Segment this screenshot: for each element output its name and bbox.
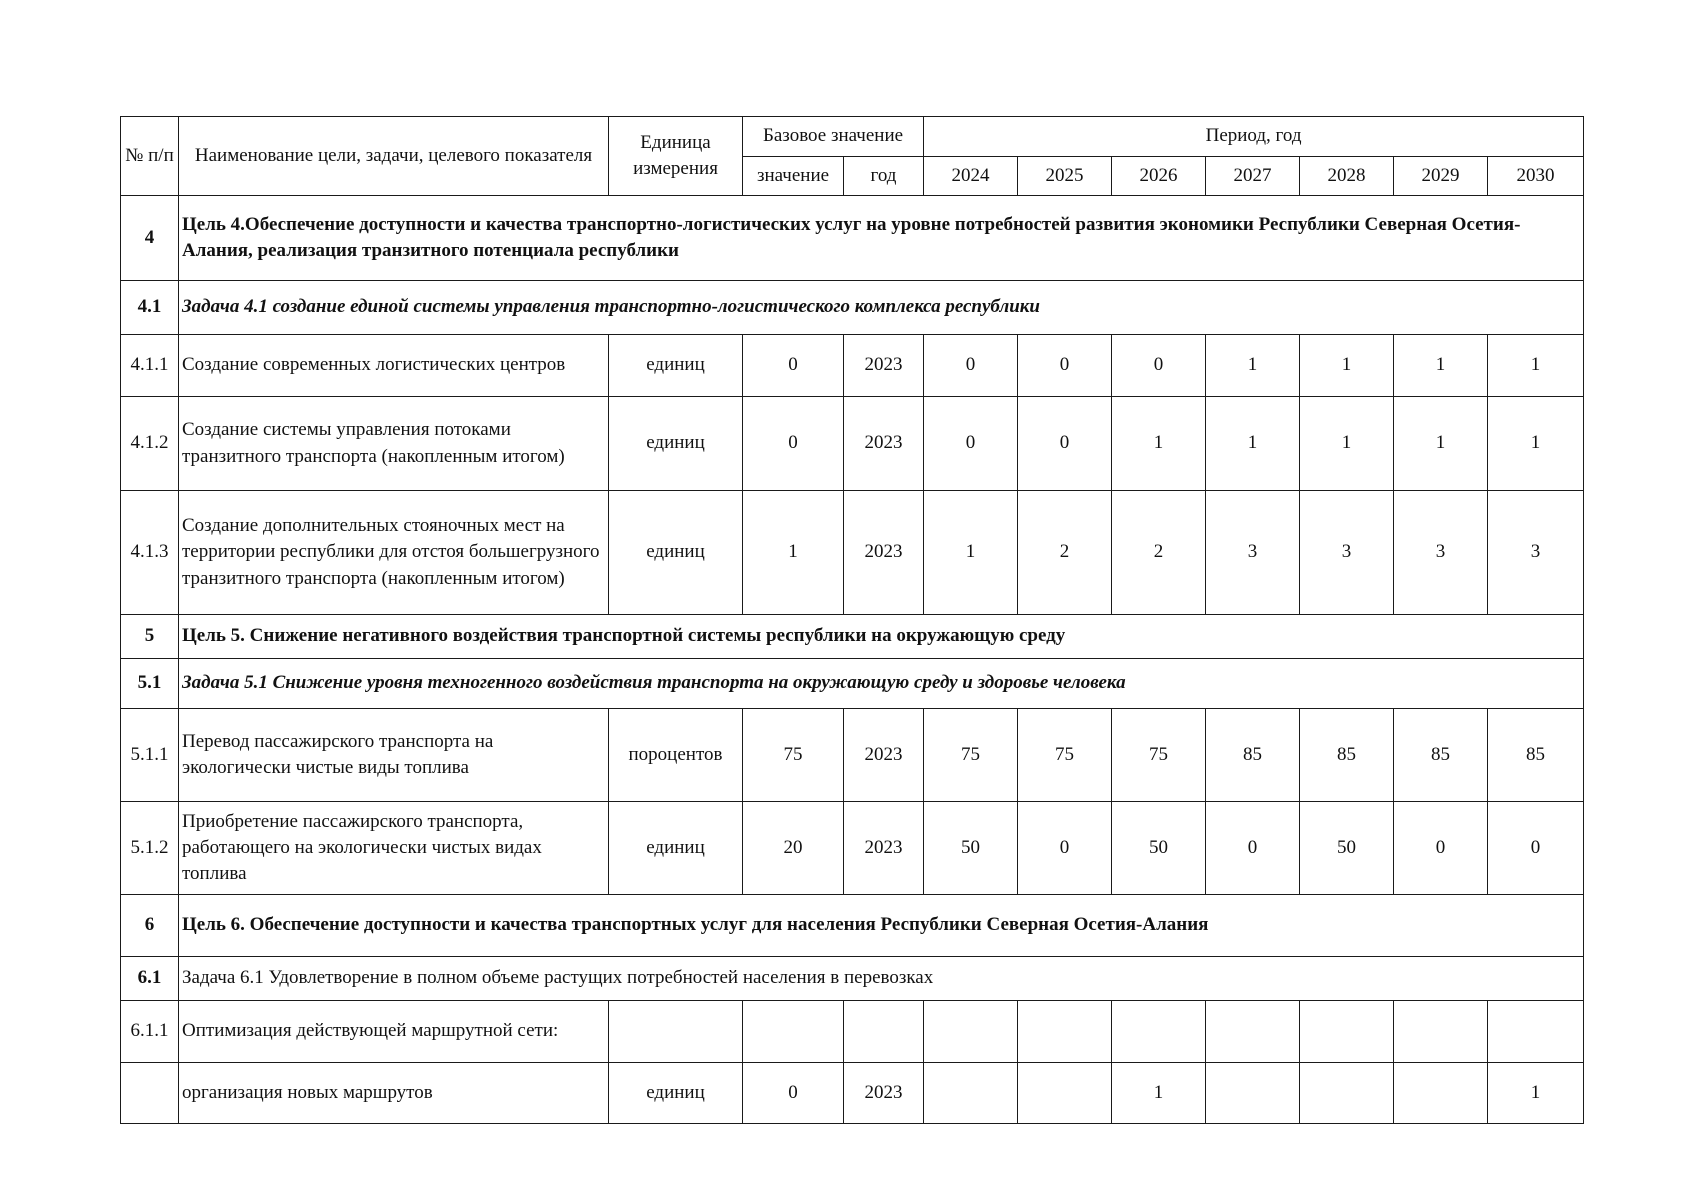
task-row bbox=[121, 659, 1584, 709]
empty-cell bbox=[609, 1001, 743, 1063]
goal-text: Цель 6. Обеспечение доступности и качества транспортных услуг для населения Республики Северная Осетия-Алания bbox=[179, 895, 1584, 957]
row-unit: единиц bbox=[609, 397, 743, 491]
empty-cell bbox=[1018, 1001, 1112, 1063]
goal-row bbox=[121, 196, 1584, 281]
row-base-value: 20 bbox=[743, 802, 844, 895]
row-num: 5.1.2 bbox=[121, 802, 179, 895]
task-text: Задача 4.1 создание единой системы управления транспортно-логистического комплекса республики bbox=[179, 281, 1584, 335]
row-value: 1 bbox=[1112, 397, 1206, 491]
row-base-value: 0 bbox=[743, 335, 844, 397]
row-num: 6.1.1 bbox=[121, 1001, 179, 1063]
row-num: 5.1.1 bbox=[121, 709, 179, 802]
row-value bbox=[1018, 1063, 1112, 1124]
task-row bbox=[121, 957, 1584, 1001]
task-num: 6.1 bbox=[121, 957, 179, 1001]
empty-cell bbox=[743, 1001, 844, 1063]
row-name: организация новых маршрутов bbox=[179, 1063, 609, 1124]
header-year: 2025 bbox=[1018, 157, 1112, 196]
row-value: 3 bbox=[1300, 491, 1394, 615]
row-value: 2 bbox=[1018, 491, 1112, 615]
row-value: 75 bbox=[1112, 709, 1206, 802]
table-row bbox=[121, 802, 1584, 895]
goal-row bbox=[121, 615, 1584, 659]
row-num: 4.1.2 bbox=[121, 397, 179, 491]
row-unit: единиц bbox=[609, 1063, 743, 1124]
row-value: 0 bbox=[1018, 802, 1112, 895]
row-unit: пороцентов bbox=[609, 709, 743, 802]
task-num: 4.1 bbox=[121, 281, 179, 335]
row-base-value: 0 bbox=[743, 397, 844, 491]
header-unit: Единица измерения bbox=[609, 117, 743, 196]
row-value: 1 bbox=[1488, 1063, 1584, 1124]
row-value: 1 bbox=[924, 491, 1018, 615]
row-value: 0 bbox=[1018, 397, 1112, 491]
row-value: 0 bbox=[924, 335, 1018, 397]
row-base-year: 2023 bbox=[844, 709, 924, 802]
header-year: 2024 bbox=[924, 157, 1018, 196]
row-name: Создание дополнительных стояночных мест на территории республики для отстоя большегрузного транзитного транспорта (накопленным итогом) bbox=[179, 491, 609, 615]
header-base-value: значение bbox=[743, 157, 844, 196]
task-text: Задача 6.1 Удовлетворение в полном объеме растущих потребностей населения в перевозках bbox=[179, 957, 1584, 1001]
row-value: 50 bbox=[924, 802, 1018, 895]
row-base-year: 2023 bbox=[844, 397, 924, 491]
row-base-value: 75 bbox=[743, 709, 844, 802]
row-value: 0 bbox=[1112, 335, 1206, 397]
row-value: 3 bbox=[1206, 491, 1300, 615]
row-value: 1 bbox=[1488, 397, 1584, 491]
row-value: 50 bbox=[1300, 802, 1394, 895]
goal-num: 6 bbox=[121, 895, 179, 957]
table-row bbox=[121, 491, 1584, 615]
empty-cell bbox=[1488, 1001, 1584, 1063]
row-name: Перевод пассажирского транспорта на экологически чистые виды топлива bbox=[179, 709, 609, 802]
row-value: 85 bbox=[1488, 709, 1584, 802]
row-value: 1 bbox=[1206, 397, 1300, 491]
row-value: 0 bbox=[924, 397, 1018, 491]
row-base-value: 0 bbox=[743, 1063, 844, 1124]
header-base: Базовое значение bbox=[743, 117, 924, 157]
row-name: Приобретение пассажирского транспорта, работающего на экологически чистых видах топлива bbox=[179, 802, 609, 895]
row-base-year: 2023 bbox=[844, 1063, 924, 1124]
row-base-value: 1 bbox=[743, 491, 844, 615]
row-value: 1 bbox=[1300, 335, 1394, 397]
row-value bbox=[1394, 1063, 1488, 1124]
row-unit: единиц bbox=[609, 335, 743, 397]
goal-text: Цель 5. Снижение негативного воздействия транспортной системы республики на окружающую среду bbox=[179, 615, 1584, 659]
row-base-year: 2023 bbox=[844, 335, 924, 397]
row-value: 1 bbox=[1112, 1063, 1206, 1124]
header-year: 2027 bbox=[1206, 157, 1300, 196]
row-unit: единиц bbox=[609, 802, 743, 895]
row-value: 50 bbox=[1112, 802, 1206, 895]
row-value: 0 bbox=[1018, 335, 1112, 397]
empty-cell bbox=[844, 1001, 924, 1063]
table-row bbox=[121, 335, 1584, 397]
empty-cell bbox=[1112, 1001, 1206, 1063]
row-unit: единиц bbox=[609, 491, 743, 615]
row-base-year: 2023 bbox=[844, 491, 924, 615]
row-name: Создание современных логистических центров bbox=[179, 335, 609, 397]
row-value: 85 bbox=[1206, 709, 1300, 802]
row-value: 3 bbox=[1488, 491, 1584, 615]
row-num: 4.1.1 bbox=[121, 335, 179, 397]
task-row bbox=[121, 281, 1584, 335]
row-num bbox=[121, 1063, 179, 1124]
row-value: 0 bbox=[1488, 802, 1584, 895]
table-row bbox=[121, 709, 1584, 802]
row-value: 1 bbox=[1394, 397, 1488, 491]
empty-cell bbox=[924, 1001, 1018, 1063]
row-value: 3 bbox=[1394, 491, 1488, 615]
row-value: 75 bbox=[1018, 709, 1112, 802]
table-row bbox=[121, 397, 1584, 491]
row-value: 85 bbox=[1394, 709, 1488, 802]
row-name: Создание системы управления потоками транзитного транспорта (накопленным итогом) bbox=[179, 397, 609, 491]
goal-num: 5 bbox=[121, 615, 179, 659]
row-value bbox=[1206, 1063, 1300, 1124]
row-value: 0 bbox=[1394, 802, 1488, 895]
header-year: 2026 bbox=[1112, 157, 1206, 196]
row-value: 75 bbox=[924, 709, 1018, 802]
row-num: 4.1.3 bbox=[121, 491, 179, 615]
header-base-year: год bbox=[844, 157, 924, 196]
header-name: Наименование цели, задачи, целевого показателя bbox=[179, 117, 609, 196]
task-num: 5.1 bbox=[121, 659, 179, 709]
row-value: 1 bbox=[1206, 335, 1300, 397]
row-value bbox=[924, 1063, 1018, 1124]
header-year: 2030 bbox=[1488, 157, 1584, 196]
goal-row bbox=[121, 895, 1584, 957]
row-base-year: 2023 bbox=[844, 802, 924, 895]
goal-text: Цель 4.Обеспечение доступности и качества транспортно-логистических услуг на уровне потребностей развития экономики Республики Северная Осетия-Алания, реализация транзитного потенциала республики bbox=[179, 196, 1584, 281]
empty-cell bbox=[1394, 1001, 1488, 1063]
table-row bbox=[121, 1001, 1584, 1063]
indicators-table bbox=[120, 116, 1584, 1124]
row-value bbox=[1300, 1063, 1394, 1124]
header-year: 2029 bbox=[1394, 157, 1488, 196]
header-period: Период, год bbox=[924, 117, 1584, 157]
table-row bbox=[121, 1063, 1584, 1124]
row-name: Оптимизация действующей маршрутной сети: bbox=[179, 1001, 609, 1063]
empty-cell bbox=[1300, 1001, 1394, 1063]
header-year: 2028 bbox=[1300, 157, 1394, 196]
row-value: 1 bbox=[1300, 397, 1394, 491]
row-value: 85 bbox=[1300, 709, 1394, 802]
header-num: № п/п bbox=[121, 117, 179, 196]
goal-num: 4 bbox=[121, 196, 179, 281]
empty-cell bbox=[1206, 1001, 1300, 1063]
task-text: Задача 5.1 Снижение уровня техногенного воздействия транспорта на окружающую среду и здоровье человека bbox=[179, 659, 1584, 709]
row-value: 1 bbox=[1488, 335, 1584, 397]
row-value: 0 bbox=[1206, 802, 1300, 895]
row-value: 2 bbox=[1112, 491, 1206, 615]
row-value: 1 bbox=[1394, 335, 1488, 397]
